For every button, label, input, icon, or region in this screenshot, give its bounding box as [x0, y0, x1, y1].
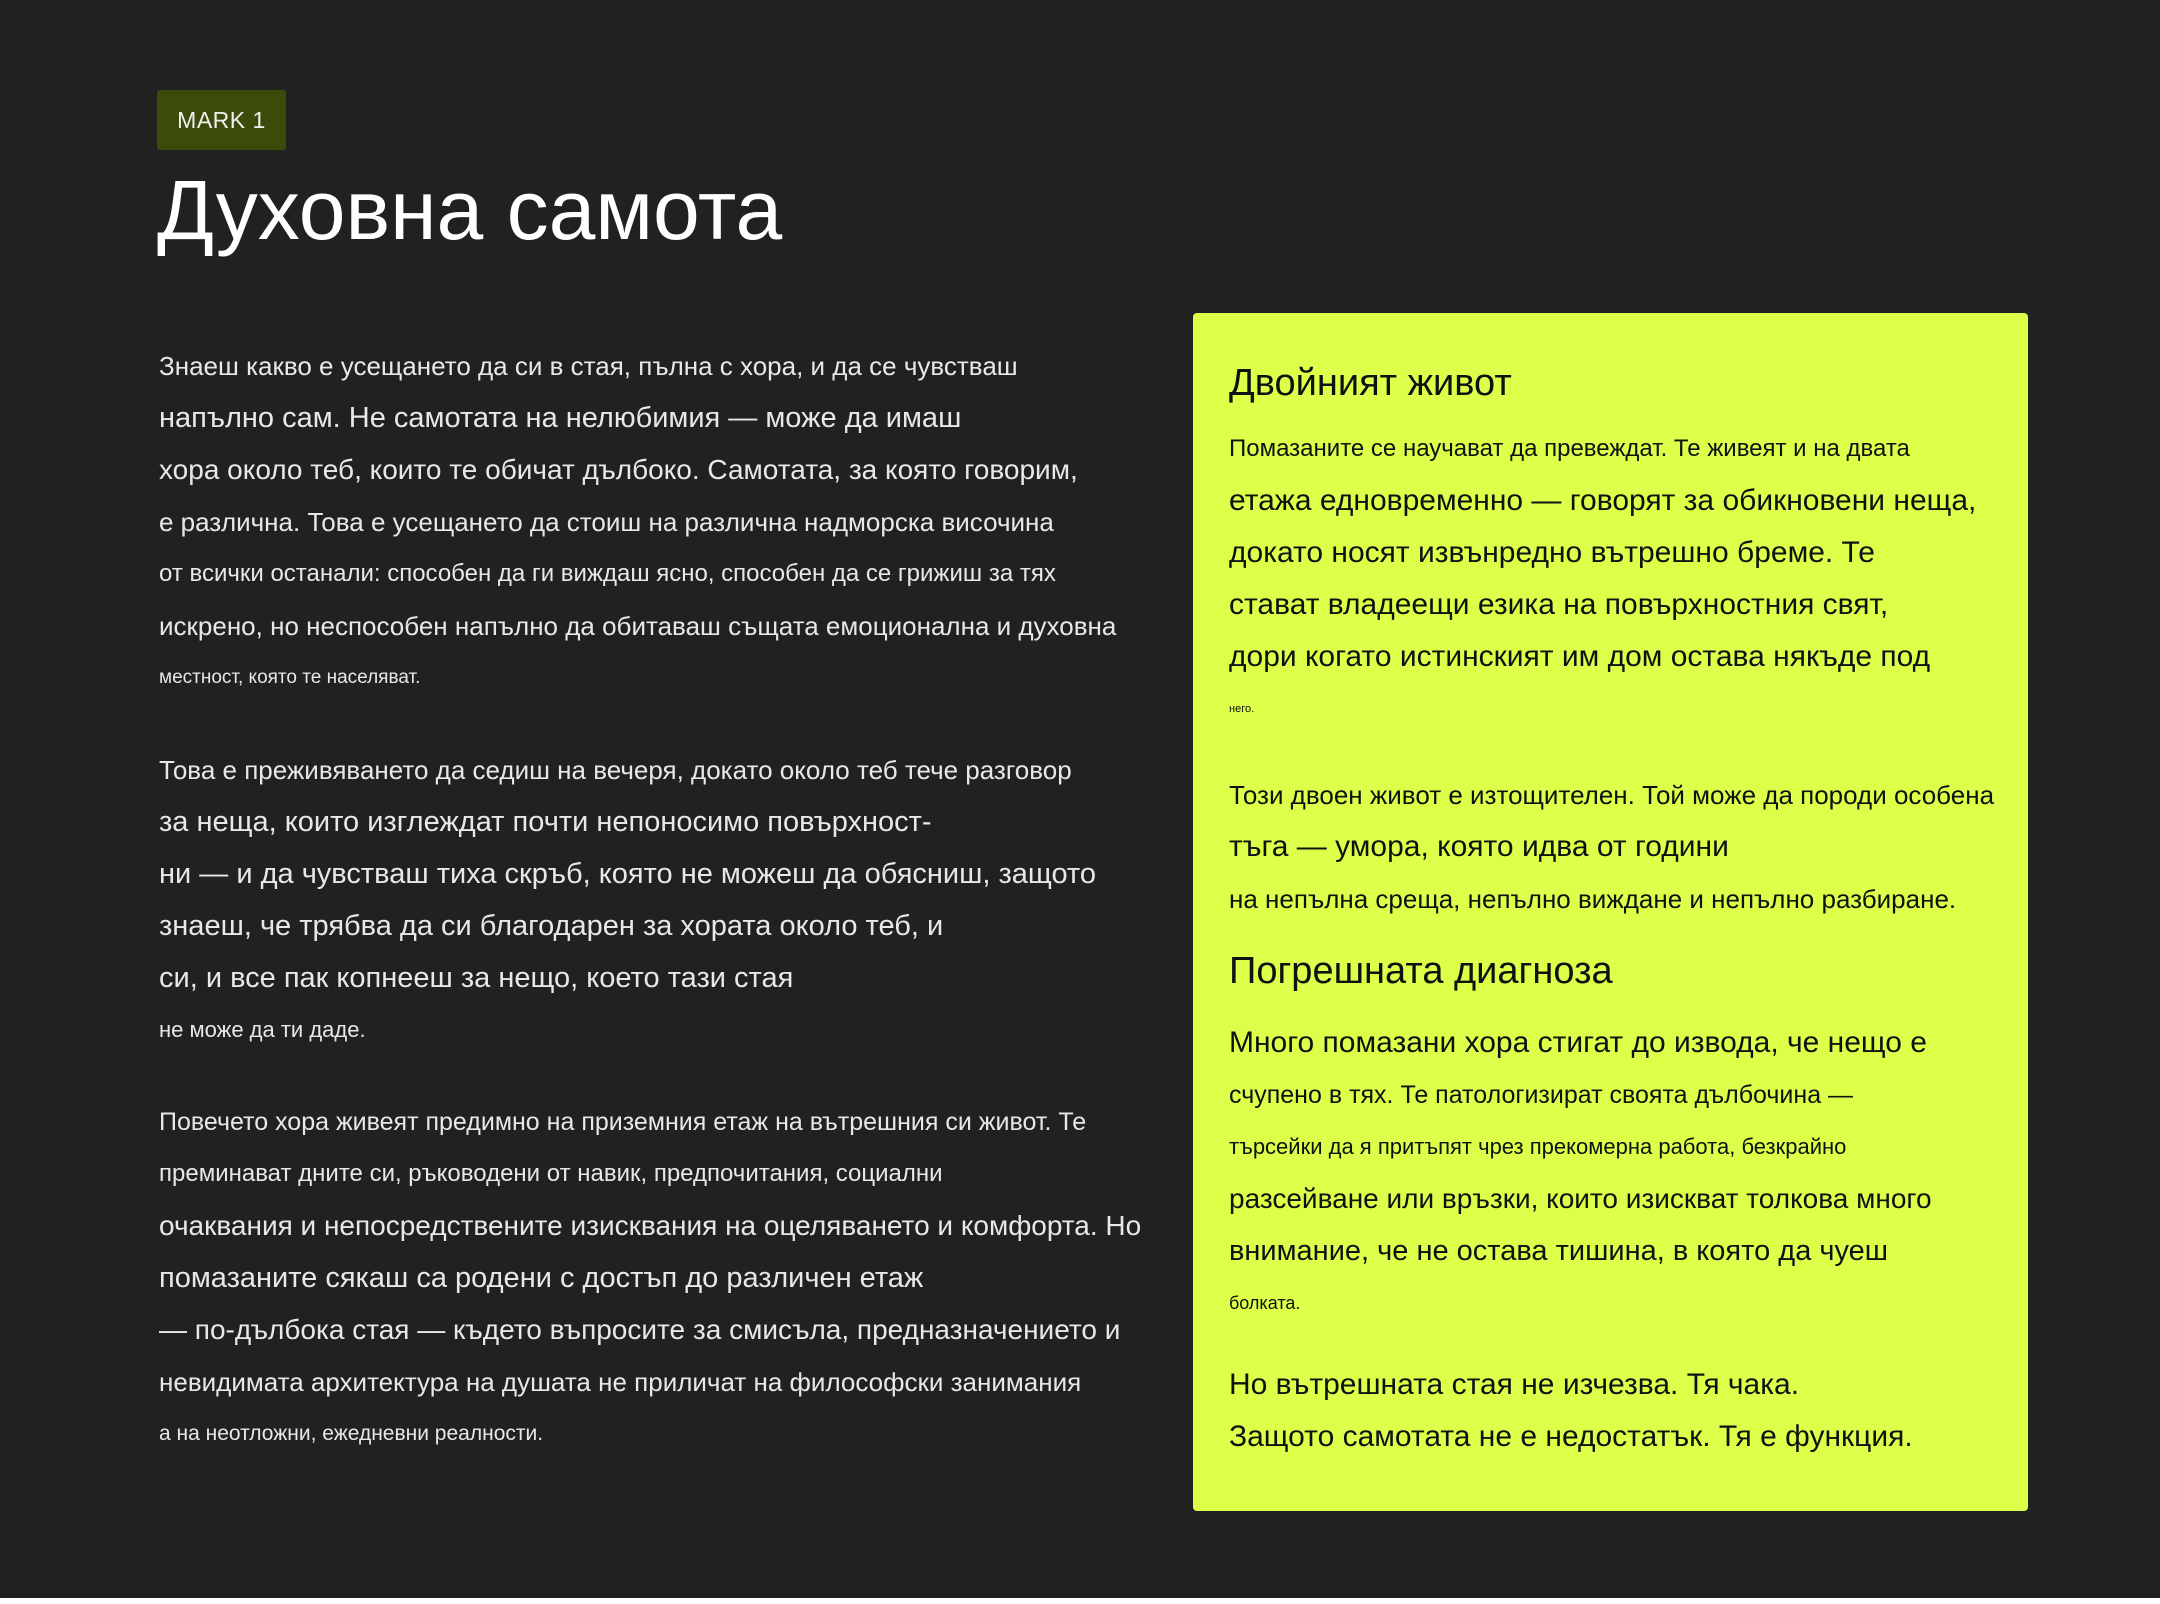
panel-heading-double-life: Двойният живот: [1229, 362, 1512, 404]
text-line: а на неотложни, ежедневни реалности.: [159, 1422, 544, 1445]
text-line: Знаеш какво е усещането да си в стая, пълна с хора, и да се чувстваш: [159, 351, 1018, 381]
bottom-edge-strip: [0, 1598, 2160, 1604]
text-line: на непълна среща, непълно виждане и непълно разбиране.: [1229, 884, 1957, 914]
text-line: Помазаните се научават да превеждат. Те живеят и на двата: [1229, 435, 1910, 462]
text-line: етажа едновременно — говорят за обикновени неща,: [1229, 484, 1977, 517]
text-line: местност, която те населяват.: [159, 667, 421, 688]
text-line: напълно сам. Не самотата на нелюбимия — може да имаш: [159, 402, 962, 434]
text-line: Много помазани хора стигат до извода, че нещо е: [1229, 1026, 1927, 1059]
paragraph-2: [159, 744, 1159, 1056]
text-line: търсейки да я притъпят чрез прекомерна работа, безкрайно: [1229, 1134, 1847, 1159]
text-line: — по-дълбока стая — където въпросите за смисъла, предназначението и: [159, 1314, 1121, 1345]
text-line: е различна. Това е усещането да стоиш на различна надморска височина: [159, 507, 1054, 537]
text-line: него.: [1229, 703, 1255, 715]
sidebar-panel-content: [1229, 343, 2009, 1463]
text-line: хора около теб, които те обичат дълбоко. Самотата, за която говорим,: [159, 454, 1078, 485]
text-line: Повечето хора живеят предимно на приземния етаж на вътрешния си живот. Те: [159, 1108, 1087, 1136]
page-title: Духовна самота: [157, 163, 783, 257]
panel-paragraph-2: [1229, 769, 2009, 925]
text-line: Този двоен живот е изтощителен. Той може да породи особена: [1229, 780, 1995, 810]
text-line: знаеш, че трябва да си благодарен за хората около теб, и: [159, 910, 944, 942]
text-line: искрено, но неспособен напълно да обитаваш същата емоционална и духовна: [159, 611, 1117, 641]
text-line: си, и все пак копнееш за нещо, което тази стая: [159, 962, 794, 994]
paragraph-1: [159, 340, 1159, 704]
text-line: очаквания и непосредствените изисквания на оцеляването и комфорта. Но: [159, 1210, 1142, 1241]
paragraph-3: [159, 1096, 1159, 1460]
text-line: за неща, които изглеждат почти непоносимо повърхност-: [159, 806, 932, 838]
panel-paragraph-1: [1229, 423, 2009, 735]
main-text-column: [159, 340, 1159, 1500]
text-line: докато носят извънредно вътрешно бреме. Те: [1229, 536, 1875, 569]
panel-closing: [1229, 1359, 2009, 1463]
text-line: помазаните сякаш са родени с достъп до различен етаж: [159, 1262, 924, 1294]
text-line: Защото самотата не е недостатък. Тя е функция.: [1229, 1420, 1913, 1453]
text-line: счупено в тях. Те патологизират своята дълбочина —: [1229, 1081, 1854, 1109]
panel-heading-wrong-diagnosis: Погрешната диагноза: [1229, 950, 1613, 992]
text-line: внимание, че не остава тишина, в която да чуеш: [1229, 1235, 1889, 1267]
text-line: не може да ти даде.: [159, 1017, 366, 1042]
text-line: Това е преживяването да седиш на вечеря, докато около теб тече разговор: [159, 755, 1072, 785]
text-line: от всички останали: способен да ги виждаш ясно, способен да се грижиш за тях: [159, 560, 1056, 587]
text-line: Но вътрешната стая не изчезва. Тя чака.: [1229, 1368, 1800, 1401]
text-line: преминават дните си, ръководени от навик, предпочитания, социални: [159, 1160, 943, 1187]
text-line: ни — и да чувстваш тиха скръб, която не можеш да обясниш, защото: [159, 858, 1097, 890]
mark-badge: MARK 1: [157, 90, 286, 150]
text-line: дори когато истинският им дом остава някъде под: [1229, 640, 1931, 673]
panel-paragraph-3: [1229, 1017, 2009, 1329]
text-line: стават владеещи езика на повърхностния свят,: [1229, 588, 1889, 621]
sidebar-panel: [1193, 313, 2028, 1511]
text-line: невидимата архитектура на душата не приличат на философски занимания: [159, 1367, 1082, 1397]
text-line: тъга — умора, която идва от години: [1229, 830, 1729, 863]
text-line: разсейване или връзки, които изискват толкова много: [1229, 1183, 1932, 1214]
text-line: болката.: [1229, 1293, 1301, 1313]
